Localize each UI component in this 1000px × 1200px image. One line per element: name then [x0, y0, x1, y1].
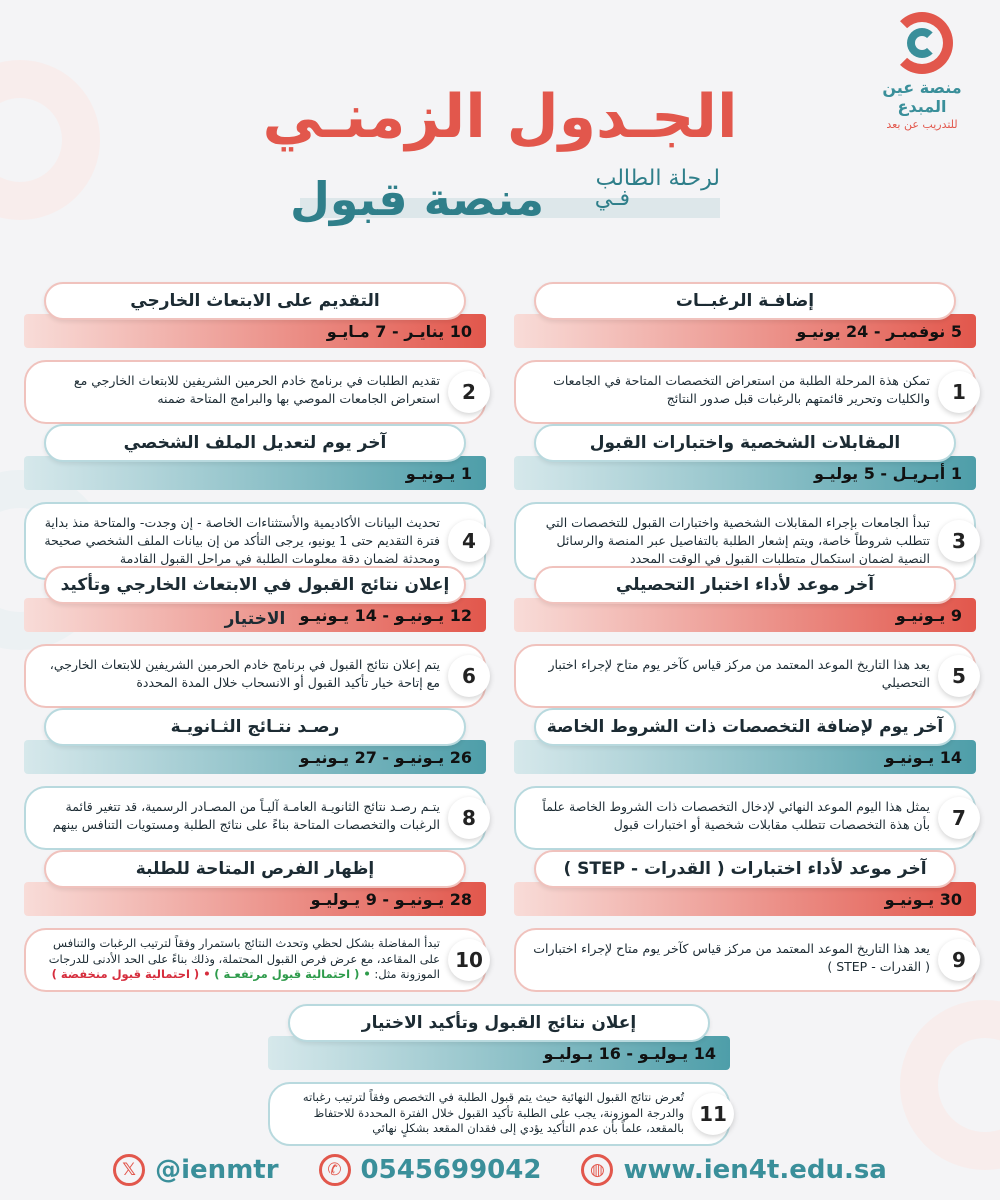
card-date: 5 نوفمبـر - 24 يونيـو: [514, 314, 976, 348]
card-date: 10 ينايـر - 7 مـايـو: [24, 314, 486, 348]
card-description: [514, 786, 976, 850]
card-description: [24, 928, 486, 992]
card-date: 14 يـوليـو - 16 يـوليـو: [268, 1036, 730, 1070]
card-title: إضافـة الرغبــات: [534, 282, 956, 320]
brand-tagline: للتدريب عن بعد: [886, 118, 958, 131]
card-description: [24, 360, 486, 424]
logo-mark-icon: [891, 12, 953, 74]
card-desc-text: يتـم رصـد نتائج الثانويـة العامـة آليـاً من المصـادر الرسمية، قد تتغير قائمة الرغبات والتخصصات المتاحة بناءً على نتائج الطلبة ومستويات التنافس بينهم: [52, 799, 440, 833]
step-number: 8: [448, 797, 490, 839]
contact-footer: [0, 1148, 1000, 1192]
card-description: [268, 1082, 730, 1146]
globe-icon: ◍: [581, 1154, 613, 1186]
card-title: إعلان نتائج القبول وتأكيد الاختيار: [288, 1004, 710, 1042]
step-number: 5: [938, 655, 980, 697]
card-desc-text: يمثل هذا اليوم الموعد النهائي لإدخال التخصصات ذات الشروط الخاصة علماً بأن هذة التخصصات تتطلب مقابلات شخصية أو اختبارات قبول: [542, 799, 930, 833]
high-chance-label: • ( احتمالية قبول مرتفعـة ): [214, 967, 371, 982]
x-twitter-icon: 𝕏: [113, 1154, 145, 1186]
card-date: 1 يـونيـو: [24, 456, 486, 490]
card-date: 30 يـونيـو: [514, 882, 976, 916]
card-desc-text: يعد هذا التاريخ الموعد المعتمد من مركز قياس كآخر يوم متاح لإجراء اختبارات ( القدرات - STEP ): [533, 941, 930, 975]
card-description: [514, 644, 976, 708]
card-title: آخر موعد لأداء اختبار التحصيلي: [534, 566, 956, 604]
step-number: 11: [692, 1093, 734, 1135]
card-desc-text: تمكن هذة المرحلة الطلبة من استعراض التخصصات المتاحة في الجامعات والكليات وتحرير قائمتهم بالرغبات قبل صدور النتائج: [553, 373, 930, 407]
step-number: 2: [448, 371, 490, 413]
timeline-card: [514, 424, 976, 580]
step-number: 10: [448, 939, 490, 981]
card-desc-text: تقديم الطلبات في برنامج خادم الحرمين الشريفين للابتعاث الخارجي مع استعراض الجامعات الموصي بها والبرامج المتاحة ضمنه: [73, 373, 440, 407]
card-title: آخر يوم لتعديل الملف الشخصي: [44, 424, 466, 462]
page-title: الجـدول الزمنـي: [262, 82, 738, 152]
card-title: المقابلات الشخصية واختبارات القبول: [534, 424, 956, 462]
card-title: إظهار الفرص المتاحة للطلبة: [44, 850, 466, 888]
twitter-link[interactable]: [113, 1154, 278, 1186]
card-date: 14 يـونيـو: [514, 740, 976, 774]
card-date: 9 يـونيـو: [514, 598, 976, 632]
card-desc-text: تُعرض نتائج القبول النهائية حيث يتم قبول الطلبة في التخصص وفقاً لترتيب رغباته والدرجة الموزونة، يجب على الطلبة تأكيد القبول خلال الفترة المحددة للاحتفاظ بالمقعد، علماً بأن عدم التأكيد يؤدي إلى فقدان المقعد بشكلٍ نهائي: [302, 1090, 684, 1136]
card-desc-text: يعد هذا التاريخ الموعد المعتمد من مركز قياس كآخر يوم متاح لإجراء اختبار التحصيلي: [548, 657, 930, 691]
step-number: 9: [938, 939, 980, 981]
card-desc-text: تحديث البيانات الأكاديمية والأستثناءات الخاصة - إن وجدت- والمتاحة منذ بداية فترة التقديم حتى 1 يونيو، يرجى التأكد من إن بيانات الملف الشخصي صحيحة ومحدثة لضمان دقة معلومات الطلبة في مراحل القبول القادمة: [44, 515, 440, 567]
timeline-card: [514, 282, 976, 424]
timeline-card: [514, 850, 976, 992]
card-description: [24, 644, 486, 708]
step-number: 7: [938, 797, 980, 839]
twitter-handle: @ienmtr: [155, 1155, 279, 1185]
card-description: [24, 786, 486, 850]
timeline-card: [24, 850, 486, 992]
background-ring: [900, 1000, 1000, 1170]
timeline-card: [24, 282, 486, 424]
card-title: رصـد نتـائج الثـانويـة: [44, 708, 466, 746]
card-description: [514, 360, 976, 424]
website-url: www.ien4t.edu.sa: [623, 1155, 887, 1185]
subtitle: [280, 160, 720, 230]
card-title: آخر موعد لأداء اختبارات ( القدرات - STEP ): [534, 850, 956, 888]
step-number: 3: [938, 520, 980, 562]
card-desc-text: تبدأ الجامعات بإجراء المقابلات الشخصية واختبارات القبول للتخصصات التي تتطلب شروطاً خاصة، ويتم إشعار الطلبة بالتفاصيل عبر المنصة والرسائل النصية لضمان استكمال متطلبات القبول في الوقت المحدد: [545, 515, 930, 567]
timeline-card: [24, 424, 486, 580]
timeline-card: [514, 566, 976, 708]
phone-link[interactable]: [319, 1154, 542, 1186]
step-number: 1: [938, 371, 980, 413]
low-chance-label: • ( احتمالية قبول منخفضة ): [51, 967, 211, 982]
card-desc-text: يتم إعلان نتائج القبول في برنامج خادم الحرمين الشريفين للابتعاث الخارجي، مع إتاحة خيار تأكيد القبول أو الانسحاب خلال المدة المحددة: [49, 657, 440, 691]
card-description: [514, 928, 976, 992]
phone-number: 0545699042: [360, 1155, 542, 1185]
step-number: 6: [448, 655, 490, 697]
card-date: 1 أبـريـل - 5 يوليـو: [514, 456, 976, 490]
timeline-card: [24, 566, 486, 708]
subtitle-line-1: لرحلة الطالب: [595, 166, 720, 191]
timeline-card: [24, 708, 486, 850]
card-desc-text: تبدأ المفاضلة بشكل لحظي وتحدث النتائج باستمرار وفقاً لترتيب الرغبات والتنافس على المقاعد، مع عرض فرص القبول المحتملة، وذلك بناءً على الحد الأدنى للدرجات الموزونة مثل:: [48, 936, 440, 982]
brand-name: منصة عين المبدع: [882, 78, 962, 116]
timeline-card: [514, 708, 976, 850]
card-title: إعلان نتائج القبول في الابتعاث الخارجي وتأكيد الاختيار: [44, 566, 466, 604]
timeline-card: [268, 1004, 730, 1146]
subtitle-platform: منصة قبول: [290, 172, 545, 226]
subtitle-line-2: فـي: [594, 186, 630, 211]
card-date: 26 يـونيـو - 27 يـونيـو: [24, 740, 486, 774]
card-title: التقديم على الابتعاث الخارجي: [44, 282, 466, 320]
card-date: 28 يـونيـو - 9 يـوليـو: [24, 882, 486, 916]
step-number: 4: [448, 520, 490, 562]
whatsapp-icon: ✆: [319, 1154, 351, 1186]
card-date: 12 يـونيـو - 14 يـونيـو: [24, 598, 486, 632]
website-link[interactable]: [581, 1154, 886, 1186]
card-title: آخر يوم لإضافة التخصصات ذات الشروط الخاصة: [534, 708, 956, 746]
